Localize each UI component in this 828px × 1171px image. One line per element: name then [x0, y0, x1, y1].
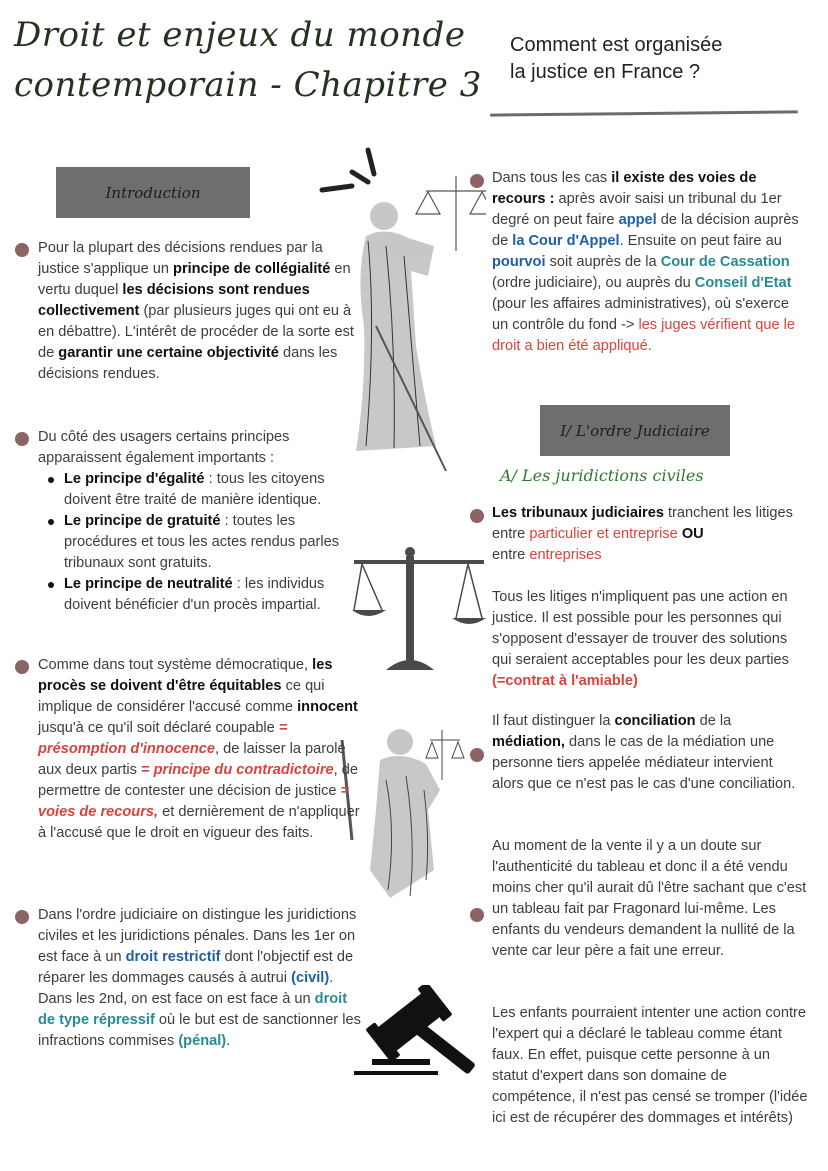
- page-title: [14, 10, 484, 110]
- conciliation-paragraph: [492, 711, 808, 795]
- gavel-icon: [352, 985, 482, 1083]
- question-line-2: la justice en France ?: [510, 61, 701, 83]
- text-run: Le principe de gratuité: [64, 513, 221, 529]
- text-run: et dernièrement de n'appliquer à l'accusé que le droit en vigueur des faits.: [38, 804, 360, 841]
- principles-list: [38, 469, 368, 616]
- list-item: [38, 574, 368, 616]
- text-run: . Dans les 2nd, on est face on est face à un: [38, 970, 334, 1007]
- bullet-dot: [470, 174, 484, 188]
- bullet-dot: [15, 660, 29, 674]
- text-run: garantir une certaine objectivité: [58, 345, 279, 361]
- text-run: ce qui implique de considérer l'accusé comme: [38, 678, 325, 715]
- text-run: , de permettre de contester une décision de justice: [38, 762, 358, 799]
- text-run: = présomption d'innocence: [38, 720, 288, 757]
- text-run: = principe du contradictoire: [141, 762, 334, 778]
- text-run: conciliation: [614, 713, 696, 729]
- text-run: (pénal): [178, 1033, 227, 1049]
- text-run: il existe des voies de recours :: [492, 170, 757, 207]
- text-run: (par plusieurs juges qui ont eu à en débattre). L'intérêt de procéder de la sorte est de: [38, 303, 354, 361]
- text-run: soit auprès de la: [545, 254, 661, 270]
- amiable-paragraph: [492, 587, 808, 692]
- list-item: [38, 511, 368, 574]
- text-run: pourvoi: [492, 254, 546, 270]
- voies-de-recours-paragraph: [492, 168, 808, 357]
- text-run: (civil): [291, 970, 330, 986]
- bullet-dot: [15, 243, 29, 257]
- proces-equitables-paragraph: [38, 655, 366, 844]
- text-run: .: [226, 1033, 231, 1049]
- text-run: : toutes les procédures et tous les actes rendus parles tribunaux sont gratuits.: [64, 513, 340, 571]
- chapter-question: [510, 32, 810, 86]
- text-run: innocent: [297, 699, 358, 715]
- text-run: appel: [618, 212, 657, 228]
- list-item: [38, 469, 368, 511]
- text-run: les procès se doivent d'être équitables: [38, 657, 333, 694]
- header-underline: [490, 110, 798, 116]
- bullet-dot: [15, 432, 29, 446]
- bullet-dot: [15, 910, 29, 924]
- text-run: (pour les affaires administratives), où s'exerce un contrôle du fond ->: [492, 296, 789, 333]
- text-run: . Ensuite on peut faire au: [619, 233, 782, 249]
- text-run: Il faut distinguer la: [492, 713, 615, 729]
- text-run: droit restrictif: [125, 949, 221, 965]
- text-run: Conseil d'Etat: [694, 275, 792, 291]
- text-run: en vertu duquel: [38, 261, 351, 298]
- text-run: Cour de Cassation: [660, 254, 790, 270]
- text-run: entreprises: [529, 547, 602, 563]
- text-run: les décisions sont rendues collectivement: [38, 282, 310, 319]
- juridictions-civiles-subheading: A/ Les juridictions civiles: [500, 466, 704, 485]
- text-run: dont l'objectif est de réparer les dommages causés à autrui: [38, 949, 354, 986]
- fragonard-case-paragraph: Au moment de la vente il y a un doute sur l'authenticité du tableau et donc il a été vendu moins cher qu'il aurait dû l'être sachant que c'est un tableau fait par Fragonard lui-même. Les enfants du vendeurs demandent la nullité de la vente car leur père a fait une erreur.: [492, 838, 807, 959]
- text-run: dans les décisions rendues.: [38, 345, 338, 382]
- introduction-label: Introduction: [56, 167, 250, 218]
- bullet-dot: [470, 908, 484, 922]
- text-run: = voies de recours,: [38, 783, 350, 820]
- balance-scale-icon: [352, 540, 488, 680]
- text-run: Le principe de neutralité: [64, 576, 233, 592]
- text-run: après avoir saisi un tribunal du 1er degré on peut faire: [492, 191, 782, 228]
- text-run: entre: [492, 547, 530, 563]
- question-line-1: Comment est organisée: [510, 34, 723, 56]
- text-run: principe de collégialité: [173, 261, 331, 277]
- text-run: Pour la plupart des décisions rendues par la justice s'applique un: [38, 240, 323, 277]
- text-run: jusqu'à ce qu'il soit déclaré coupable: [38, 720, 279, 736]
- collegialite-paragraph: [38, 238, 366, 385]
- title-line-1: Droit et enjeux du monde: [14, 15, 466, 55]
- text-run: où le but est de sanctionner les infractions commises: [38, 1012, 361, 1049]
- text-run: de la décision auprès de: [492, 212, 799, 249]
- title-line-2: contemporain - Chapitre 3: [14, 65, 482, 105]
- principes-usagers-paragraph: [38, 427, 368, 616]
- text-run: OU: [677, 526, 704, 542]
- ordre-judiciaire-label: I/ L'ordre Judiciaire: [540, 405, 730, 456]
- bullet-dot: [470, 748, 484, 762]
- text-run: Dans tous les cas: [492, 170, 612, 186]
- principes-intro: Du côté des usagers certains principes apparaissent également importants :: [38, 429, 290, 466]
- ordre-judiciaire-paragraph: [38, 905, 368, 1052]
- text-run: , de laisser la parole aux deux partis: [38, 741, 346, 778]
- expert-action-paragraph: Les enfants pourraient intenter une action contre l'expert qui a déclaré le tableau comme étant faux. En effet, puisque cette personne à un statut d'expert dans son domaine de compétence, il n'est pas censé se tromper (l'idée ici est de récupérer des dommages et intérêts): [492, 1005, 808, 1126]
- text-run: de la: [695, 713, 732, 729]
- text-run: tranchent les litiges entre: [492, 505, 793, 542]
- bullet-dot: [470, 509, 484, 523]
- text-run: les juges vérifient que le droit a bien été appliqué.: [492, 317, 796, 354]
- text-run: médiation,: [492, 734, 565, 750]
- text-run: particulier et entreprise: [529, 526, 678, 542]
- text-run: (ordre judiciaire), ou auprès du: [492, 275, 695, 291]
- text-run: : tous les citoyens doivent être traité de manière identique.: [64, 471, 325, 508]
- text-run: (=contrat à l'amiable): [492, 673, 638, 689]
- text-run: Tous les litiges n'impliquent pas une action en justice. Il est possible pour les personnes qui s'opposent d'essayer de trouver des solutions qui seraient acceptables pour les deux parties: [492, 589, 789, 668]
- text-run: la Cour d'Appel: [512, 233, 620, 249]
- text-run: dans le cas de la médiation une personne tiers appelée médiateur intervient alors que ce n'est pas le cas d'une conciliation.: [492, 734, 796, 792]
- tribunaux-judiciaires-paragraph: [492, 503, 808, 566]
- text-run: droit de type répressif: [38, 991, 348, 1028]
- text-run: Le principe d'égalité: [64, 471, 205, 487]
- text-run: Les tribunaux judiciaires: [492, 505, 664, 521]
- text-run: Dans l'ordre judiciaire on distingue les juridictions civiles et les juridictions pénales. Dans les 1er on est face à un: [38, 907, 357, 965]
- text-run: : les individus doivent bénéficier d'un procès impartial.: [64, 576, 325, 613]
- text-run: Comme dans tout système démocratique,: [38, 657, 313, 673]
